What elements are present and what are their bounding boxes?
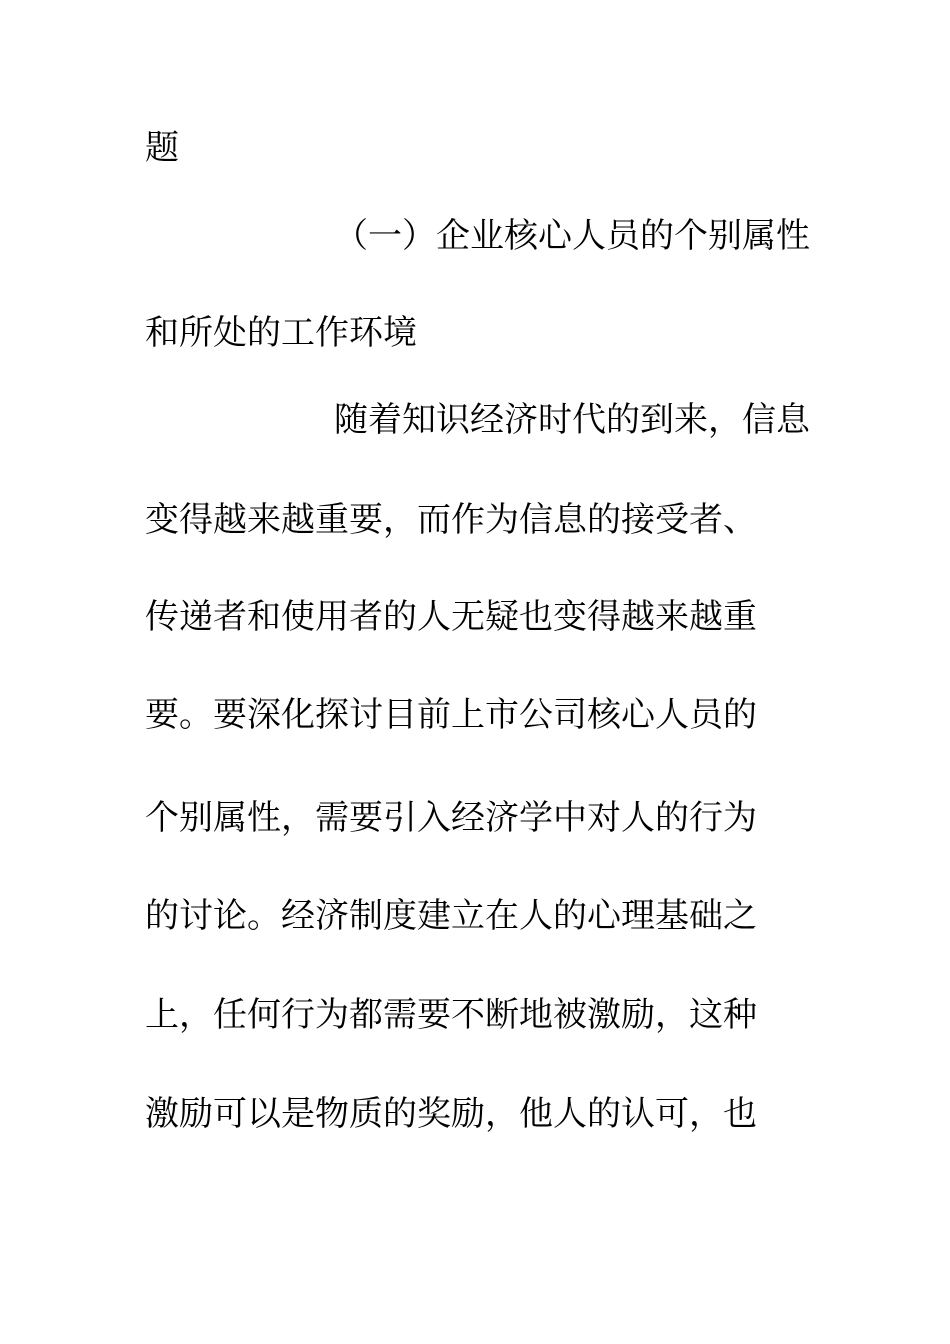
body-paragraph-line: 上，任何行为都需要不断地被激励，这种 [145, 997, 757, 1033]
body-paragraph-first-line: 随着知识经济时代的到来，信息 [334, 402, 810, 438]
body-paragraph-line: 传递者和使用者的人无疑也变得越来越重 [145, 599, 757, 635]
section-heading-line-2: 和所处的工作环境 [145, 315, 417, 351]
body-paragraph-line: 的讨论。经济制度建立在人的心理基础之 [145, 898, 757, 934]
body-paragraph-line: 要。要深化探讨目前上市公司核心人员的 [145, 697, 757, 733]
body-paragraph-line: 变得越来越重要，而作为信息的接受者、 [145, 502, 757, 538]
body-paragraph-line: 个别属性，需要引入经济学中对人的行为 [145, 800, 757, 836]
paragraph-continuation-line: 题 [145, 130, 179, 166]
body-paragraph-line: 激励可以是物质的奖励，他人的认可，也 [145, 1096, 757, 1132]
section-heading-line-1: （一）企业核心人员的个别属性 [334, 218, 810, 254]
